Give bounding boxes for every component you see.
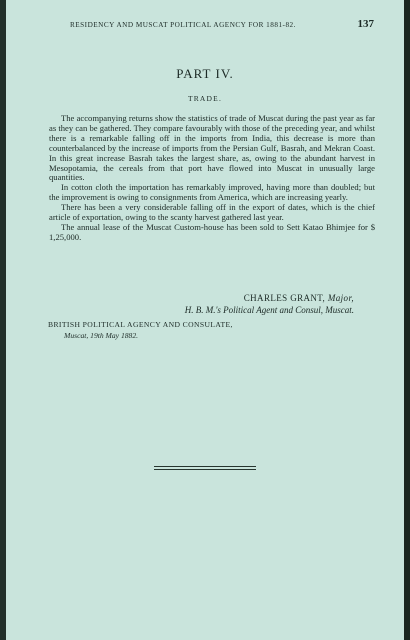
dateline (48, 320, 233, 340)
part-heading: PART IV. (176, 66, 234, 81)
body-text (49, 114, 375, 243)
dateline-date: Muscat, 19th May 1882. (64, 331, 139, 340)
paragraph: In cotton cloth the importation has remarkably improved, having more than doubled; but the improvement is owing to consignments from America, which are increasing yearly. (49, 182, 375, 203)
section-heading: TRADE. (187, 94, 223, 103)
dateline-office: BRITISH POLITICAL AGENCY AND CONSULATE, (48, 320, 233, 329)
page-right-edge (404, 0, 410, 640)
document-page (6, 0, 404, 640)
signatory-rank: Major, (327, 293, 354, 303)
signatory-line (185, 293, 354, 303)
paragraph: There has been a very considerable falling off in the export of dates, which is the chief article of exportation, owing to the scanty harvest gathered last year. (49, 202, 375, 223)
closing-rule-bottom (154, 469, 256, 470)
running-head (50, 18, 374, 34)
paragraph: The accompanying returns show the statistics of trade of Muscat during the past year as far as they can be gathered. They compare favourably with those of the preceding year, and whilst there is a remarkable falling off in the imports from India, this decrease is more than counterbalanced by the increase of imports from the Persian Gulf, Basrah, and Mekran Coast. In this great increase Basrah takes the largest share, as, owing to the abundant harvest in Mesopotamia, the cereals from that port have flowed into Muscat in unusually large quantities. (49, 113, 375, 183)
signature-block (185, 293, 354, 315)
signatory-post: H. B. M.'s Political Agent and Consul, Muscat. (184, 305, 354, 315)
page-number: 137 (357, 18, 374, 30)
running-head-title: RESIDENCY AND MUSCAT POLITICAL AGENCY FOR 1881-82. (70, 21, 296, 29)
signatory-name: CHARLES GRANT, (243, 293, 326, 303)
paragraph: The annual lease of the Muscat Custom-house has been sold to Sett Katao Bhimjee for $ 1,25,000. (49, 221, 375, 242)
closing-rule-top (154, 466, 256, 467)
